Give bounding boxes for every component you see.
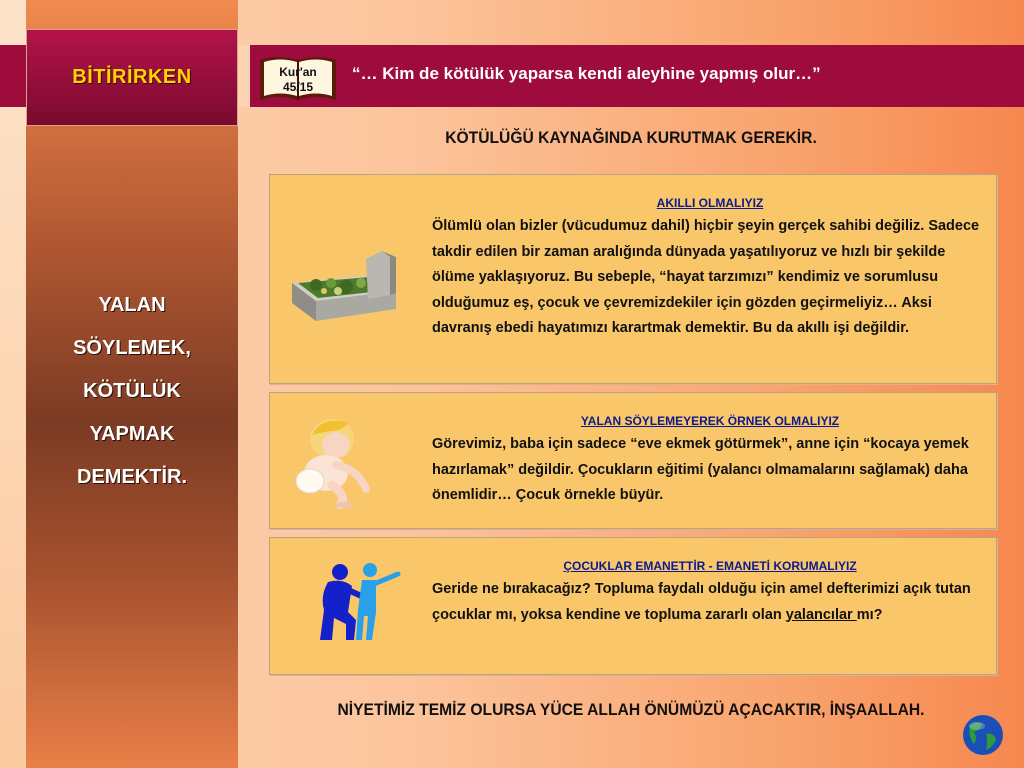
left-strip	[0, 0, 26, 768]
footer-text: NİYETİMİZ TEMİZ OLURSA YÜCE ALLAH ÖNÜMÜZÜ AÇACAKTIR, İNŞAALLAH.	[337, 700, 925, 719]
card-trust-body-underlined: yalancılar	[785, 606, 857, 623]
card-example-title: YALAN SÖYLEMEYEREK ÖRNEK OLMALIYIZ	[580, 414, 840, 428]
globe-icon	[962, 714, 1004, 756]
sidebar-line: DEMEKTİR.	[77, 466, 187, 488]
sidebar-text	[26, 284, 238, 499]
card-smart-body: Ölümlü olan bizler (vücudumuz dahil) hiçbir şeyin gerçek sahibi değiliz. Sadece takdir edilen bir zaman aralığında dünyada yaşatılıyoruz ve hızlı bir şekilde ölüme yaklaşıyoruz. Bu sebeple, “hayat tarzımızı” kendimiz ve sorumlusu olduğumuz eş, çocuk ve çevremizdekiler için gözden geçirmeliyiz… Aksi davranış ebedi hayatımızı karartmak demektir. Bu da akıllı işi değildir.	[432, 218, 980, 336]
card-trust-body-end: mı?	[856, 606, 883, 623]
sidebar-line: KÖTÜLÜK	[83, 380, 181, 402]
parent-child-image	[318, 560, 402, 644]
card-example-text	[432, 412, 988, 509]
card-smart-text	[432, 194, 988, 342]
sidebar-line: YAPMAK	[89, 423, 175, 445]
card-trust-body	[432, 577, 988, 628]
card-trust-body-start: Geride ne bırakacağız? Topluma faydalı olduğu için amel defterimizi açık tutan çocuklar mı, yoksa kendine ve topluma zararlı olan	[432, 581, 971, 623]
grave-image	[286, 245, 404, 325]
book-ref: 45/15	[282, 80, 314, 94]
card-example-body: Görevimiz, baba için sadece “eve ekmek götürmek”, anne için “kocaya yemek hazırlamak” değildir. Çocukların eğitimi (yalancı olmamalarını sağlamak) daha önemlidir… Çocuk örnekle büyür.	[432, 436, 969, 503]
verse-quote: “… Kim de kötülük yaparsa kendi aleyhine yapmış olur…”	[352, 64, 821, 83]
child-image	[292, 409, 376, 509]
card-trust	[269, 537, 997, 675]
page-heading: KÖTÜLÜĞÜ KAYNAĞINDA KURUTMAK GEREKİR.	[445, 128, 817, 147]
quran-book-icon	[258, 54, 338, 102]
card-trust-title: ÇOCUKLAR EMANETTİR - EMANETİ KORUMALIYIZ	[563, 559, 857, 573]
card-smart-title: AKILLI OLMALIYIZ	[656, 196, 764, 210]
top-band-divider	[238, 45, 250, 107]
section-title-box	[26, 29, 238, 126]
sidebar-line: YALAN	[98, 294, 166, 316]
card-smart	[269, 174, 997, 384]
card-example	[269, 392, 997, 529]
book-title: Kur'an	[279, 65, 317, 79]
sidebar-line: SÖYLEMEK,	[73, 337, 191, 359]
section-title: BİTİRİRKEN	[72, 66, 192, 88]
card-trust-text	[432, 557, 988, 628]
